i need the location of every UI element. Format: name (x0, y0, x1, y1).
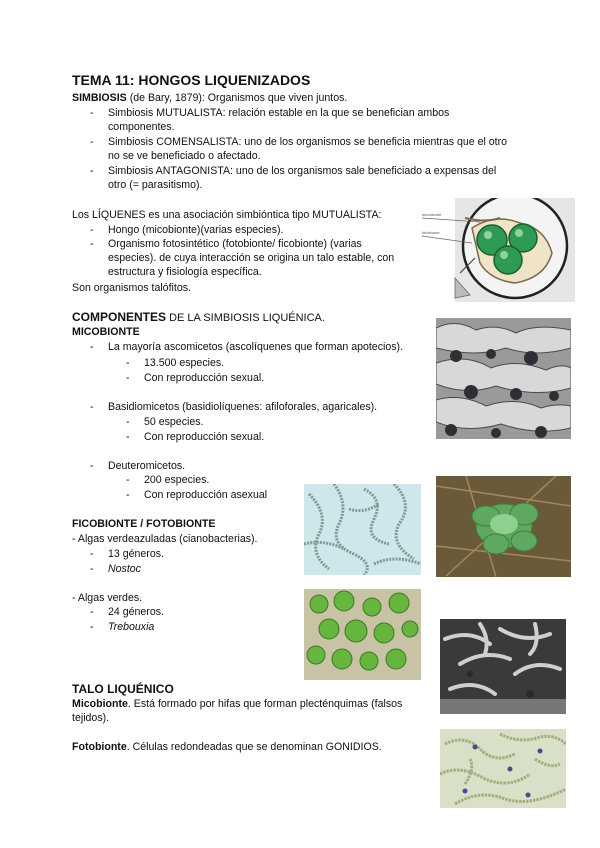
fotobionte-text: . Células redondeadas que se denominan GONIDIOS. (126, 741, 382, 753)
trebouxia-photo (304, 589, 421, 680)
simbiosis-text: (de Bary, 1879): Organismos que viven juntos. (126, 92, 348, 104)
bullet-dash: - (126, 416, 130, 428)
lichen-crust-photo (436, 318, 571, 439)
lichen-diagram (420, 198, 575, 302)
talo-micobionte-cont: tejidos). (72, 712, 110, 724)
group-sub: Con reproducción asexual (144, 489, 268, 501)
simbiosis-item: Simbiosis COMENSALISTA: uno de los organismos se beneficia mientras que el otro (108, 136, 508, 148)
liquenes-item-hongo: Hongo (micobionte)(varias especies). (108, 224, 284, 236)
micobionte-label: Micobionte (72, 698, 128, 710)
simbiosis-definition (72, 91, 347, 106)
group-deuteromicetos: Deuteromicetos. (108, 460, 186, 472)
bullet-dash: - (90, 621, 94, 633)
componentes-heading-rest: DE LA SIMBIOSIS LIQUÉNICA. (166, 312, 325, 324)
bullet-dash: - (126, 431, 130, 443)
group-sub: 200 especies. (144, 474, 210, 486)
ficobionte-heading: FICOBIONTE / FOTOBIONTE (72, 518, 216, 530)
group-sub: 13.500 especies. (144, 357, 225, 369)
bullet-dash: - (90, 165, 94, 177)
thallus-micrograph-photo (440, 729, 566, 808)
simbiosis-item-cont: otro (= parasitismo). (108, 179, 203, 191)
micobionte-heading: MICOBIONTE (72, 326, 140, 338)
group-basidiomicetos: Basidiomicetos (basidiolíquenes: afiloforales, agaricales). (108, 401, 378, 413)
diagram-label-micobionte: micobionte (422, 212, 442, 217)
algas-verdeazuladas: - Algas verdeazuladas (cianobacterias). (72, 533, 258, 545)
bullet-dash: - (90, 606, 94, 618)
genus-nostoc: Nostoc (108, 563, 141, 575)
group-sub: 50 especies. (144, 416, 204, 428)
componentes-heading (72, 310, 325, 324)
bullet-dash: - (126, 489, 130, 501)
algas-sub: 24 géneros. (108, 606, 164, 618)
simbiosis-item-cont: componentes. (108, 121, 175, 133)
group-ascomicetos: La mayoría ascomicetos (ascolíquenes que forman apotecios). (108, 341, 404, 353)
bullet-dash: - (90, 136, 94, 148)
group-sub: Con reproducción sexual. (144, 431, 265, 443)
bullet-dash: - (126, 474, 130, 486)
bullet-dash: - (90, 107, 94, 119)
bullet-dash: - (90, 460, 94, 472)
liquenes-closing: Son organismos talófitos. (72, 282, 191, 294)
page-title: TEMA 11: HONGOS LIQUENIZADOS (72, 72, 311, 88)
liquenes-item-cont: especies). de cuya interacción se origina un talo estable, con (108, 252, 395, 264)
foliose-lichen-photo (436, 476, 571, 577)
diagram-label-fotobionte: fotobionte (422, 230, 440, 235)
simbiosis-item-cont: no se ve beneficiado o afectado. (108, 150, 261, 162)
bullet-dash: - (90, 224, 94, 236)
nostoc-photo (304, 484, 421, 575)
bullet-dash: - (126, 357, 130, 369)
fotobionte-label: Fotobionte (72, 741, 127, 753)
genus-trebouxia: Trebouxia (108, 621, 155, 633)
componentes-heading-bold: COMPONENTES (72, 310, 167, 324)
bullet-dash: - (90, 401, 94, 413)
bullet-dash: - (126, 372, 130, 384)
liquenes-item-cont: estructura y fisiología específica. (108, 266, 262, 278)
hyphae-sem-photo (440, 619, 566, 714)
talo-fotobionte (72, 740, 382, 755)
liquenes-item-fotosintetico: Organismo fotosintético (fotobionte/ ficobionte) (varias (108, 238, 362, 250)
simbiosis-label: SIMBIOSIS (72, 92, 127, 104)
talo-heading: TALO LIQUÉNICO (72, 682, 174, 696)
bullet-dash: - (90, 563, 94, 575)
algas-verdes: - Algas verdes. (72, 592, 143, 604)
bullet-dash: - (90, 548, 94, 560)
micobionte-text: . Está formado por hifas que forman plecténquimas (falsos (127, 698, 403, 710)
simbiosis-item: Simbiosis ANTAGONISTA: uno de los organismos sale beneficiado a expensas del (108, 165, 497, 177)
talo-micobionte (72, 697, 402, 712)
algas-sub: 13 géneros. (108, 548, 164, 560)
group-sub: Con reproducción sexual. (144, 372, 265, 384)
liquenes-intro: Los LÍQUENES es una asociación simbióntica tipo MUTUALISTA: (72, 209, 382, 221)
bullet-dash: - (90, 341, 94, 353)
bullet-dash: - (90, 238, 94, 250)
simbiosis-item: Simbiosis MUTUALISTA: relación estable en la que se benefician ambos (108, 107, 450, 119)
